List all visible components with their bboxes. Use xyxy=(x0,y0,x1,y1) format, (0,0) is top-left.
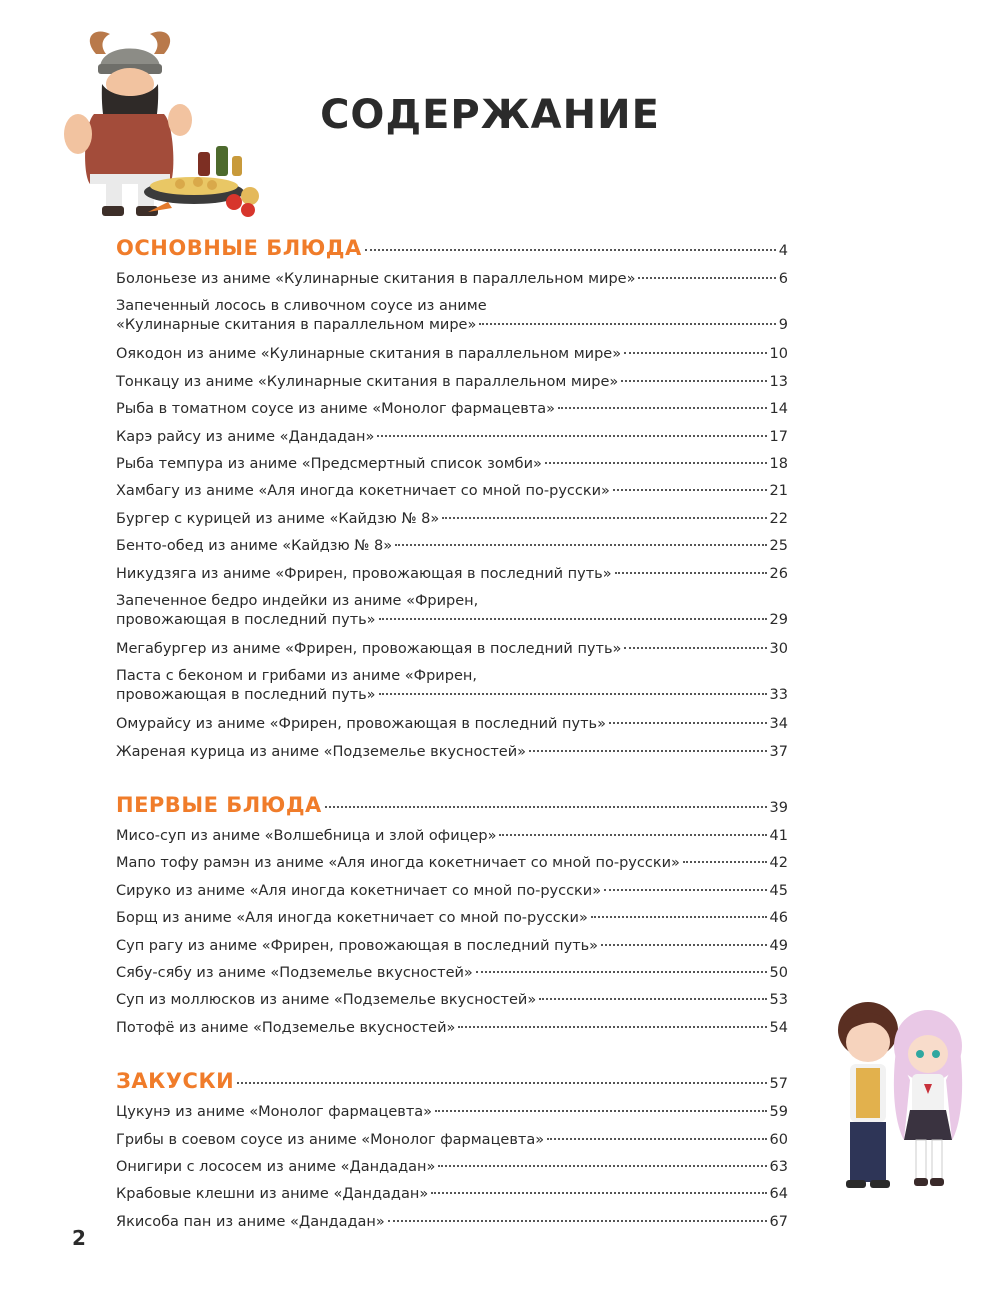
dot-leader xyxy=(379,618,767,620)
entry-title-line: Бургер с курицей из аниме «Кайдзю № 8» xyxy=(116,510,440,527)
toc-entry xyxy=(116,373,788,400)
toc-section-heading xyxy=(116,1069,788,1103)
entry-page-number: 67 xyxy=(769,1213,788,1230)
dot-leader xyxy=(624,647,766,649)
dot-leader xyxy=(624,352,766,354)
entry-title-line: Суп рагу из аниме «Фрирен, провожающая в последний путь» xyxy=(116,937,599,954)
entry-text xyxy=(116,1103,788,1122)
entry-page-number: 22 xyxy=(769,510,788,527)
toc-entry xyxy=(116,964,788,991)
entry-last-line xyxy=(116,937,788,956)
toc-entry xyxy=(116,743,788,770)
dot-leader xyxy=(683,861,767,863)
toc-entry xyxy=(116,991,788,1018)
entry-last-line xyxy=(116,1185,788,1204)
entry-text xyxy=(116,270,788,289)
entry-page-number: 45 xyxy=(769,882,788,899)
entry-title-line: Мисо-суп из аниме «Волшебница и злой офицер» xyxy=(116,828,497,845)
entry-title-line: Мегабургер из аниме «Фрирен, провожающая в последний путь» xyxy=(116,640,622,657)
dot-leader xyxy=(529,750,767,752)
entry-last-line xyxy=(116,373,788,392)
entry-title-line: Борщ из аниме «Аля иногда кокетничает со мной по-русски» xyxy=(116,910,588,927)
entry-page-number: 14 xyxy=(769,401,788,418)
dot-leader xyxy=(388,1220,767,1222)
entry-text xyxy=(116,1185,788,1204)
toc-entry xyxy=(116,1019,788,1046)
entry-text xyxy=(116,640,788,659)
entry-last-line xyxy=(116,270,788,289)
toc-entry xyxy=(116,537,788,564)
toc-entry xyxy=(116,1103,788,1130)
entry-page-number: 10 xyxy=(769,346,788,363)
toc-entry xyxy=(116,937,788,964)
entry-text xyxy=(116,1158,788,1177)
entry-text xyxy=(116,667,788,705)
entry-last-line xyxy=(116,1103,788,1122)
section-page-number: 57 xyxy=(769,1076,788,1093)
dot-leader xyxy=(379,693,767,695)
toc-entry xyxy=(116,909,788,936)
dot-leader xyxy=(395,544,766,546)
entry-last-line xyxy=(116,482,788,501)
toc-entry xyxy=(116,1158,788,1185)
entry-title-line: Карэ райсу из аниме «Дандадан» xyxy=(116,428,375,445)
section-title: ОСНОВНЫЕ БЛЮДА xyxy=(116,236,362,260)
entry-page-number: 9 xyxy=(778,317,788,334)
toc-entry xyxy=(116,1213,788,1240)
toc-section-heading xyxy=(116,793,788,827)
entry-page-number: 33 xyxy=(769,687,788,704)
entry-page-number: 60 xyxy=(769,1131,788,1148)
entry-title-line: провожающая в последний путь» xyxy=(116,687,376,704)
table-of-contents xyxy=(116,236,788,1240)
entry-last-line xyxy=(116,316,788,335)
entry-text xyxy=(116,1213,788,1232)
section-title: ЗАКУСКИ xyxy=(116,1069,235,1094)
dot-leader xyxy=(499,834,766,836)
entry-page-number: 21 xyxy=(769,483,788,500)
section-page-number: 39 xyxy=(769,800,788,817)
entry-title-line: Омурайсу из аниме «Фрирен, провожающая в последний путь» xyxy=(116,716,606,733)
toc-entry xyxy=(116,400,788,427)
toc-section-heading xyxy=(116,236,788,270)
dot-leader xyxy=(613,489,767,491)
entry-page-number: 53 xyxy=(769,992,788,1009)
toc-entry xyxy=(116,565,788,592)
entry-last-line xyxy=(116,882,788,901)
entry-page-number: 26 xyxy=(769,565,788,582)
entry-text xyxy=(116,1131,788,1150)
entry-title-line: Крабовые клешни из аниме «Дандадан» xyxy=(116,1186,429,1203)
entry-title-line: Тонкацу из аниме «Кулинарные скитания в параллельном мире» xyxy=(116,373,619,390)
toc-entry xyxy=(116,882,788,909)
entry-last-line xyxy=(116,686,788,705)
entry-text xyxy=(116,345,788,364)
entry-text xyxy=(116,482,788,501)
entry-text xyxy=(116,909,788,928)
entry-last-line xyxy=(116,827,788,846)
entry-last-line xyxy=(116,854,788,873)
entry-last-line xyxy=(116,743,788,762)
toc-entry xyxy=(116,482,788,509)
entry-last-line xyxy=(116,400,788,419)
toc-entry xyxy=(116,1131,788,1158)
entry-title-line: Сябу-сябу из аниме «Подземелье вкусностей» xyxy=(116,965,473,982)
entry-text xyxy=(116,537,788,556)
entry-last-line xyxy=(116,991,788,1010)
entry-last-line xyxy=(116,1131,788,1150)
entry-title-line: Грибы в соевом соусе из аниме «Монолог фармацевта» xyxy=(116,1131,545,1148)
entry-title-line: Суп из моллюсков из аниме «Подземелье вкусностей» xyxy=(116,992,537,1009)
entry-page-number: 42 xyxy=(769,855,788,872)
dot-leader xyxy=(547,1138,766,1140)
dot-leader xyxy=(558,407,767,409)
entry-text xyxy=(116,743,788,762)
toc-entry xyxy=(116,455,788,482)
entry-title-line: Якисоба пан из аниме «Дандадан» xyxy=(116,1213,385,1230)
entry-title-line: Болоньезе из аниме «Кулинарные скитания в параллельном мире» xyxy=(116,271,636,287)
entry-page-number: 63 xyxy=(769,1158,788,1175)
toc-entry xyxy=(116,510,788,537)
entry-text xyxy=(116,991,788,1010)
entry-text xyxy=(116,937,788,956)
entry-last-line xyxy=(116,1213,788,1232)
entry-page-number: 25 xyxy=(769,538,788,555)
toc-entry xyxy=(116,1185,788,1212)
entry-text xyxy=(116,827,788,846)
dot-leader xyxy=(609,722,767,724)
page-title: СОДЕРЖАНИЕ xyxy=(320,92,660,138)
entry-text xyxy=(116,882,788,901)
entry-text xyxy=(116,854,788,873)
entry-page-number: 46 xyxy=(769,910,788,927)
entry-text xyxy=(116,964,788,983)
entry-title-line: Хамбагу из аниме «Аля иногда кокетничает со мной по-русски» xyxy=(116,483,610,500)
dot-leader xyxy=(442,517,766,519)
entry-page-number: 41 xyxy=(769,828,788,845)
toc-entry xyxy=(116,827,788,854)
entry-title-line: Рыба темпура из аниме «Предсмертный список зомби» xyxy=(116,455,542,472)
entry-page-number: 17 xyxy=(769,428,788,445)
entry-text xyxy=(116,428,788,447)
entry-title-line: Жареная курица из аниме «Подземелье вкусностей» xyxy=(116,743,527,760)
section-page-number: 4 xyxy=(778,243,788,259)
entry-last-line xyxy=(116,537,788,556)
entry-page-number: 30 xyxy=(769,640,788,657)
entry-last-line xyxy=(116,964,788,983)
entry-last-line xyxy=(116,715,788,734)
dot-leader xyxy=(621,380,766,382)
entry-last-line xyxy=(116,640,788,659)
entry-title-line: Запеченный лосось в сливочном соусе из аниме xyxy=(116,298,487,315)
entry-page-number: 54 xyxy=(769,1019,788,1036)
page-number: 2 xyxy=(72,1226,86,1250)
entry-last-line xyxy=(116,909,788,928)
entry-title-line: Рыба в томатном соусе из аниме «Монолог фармацевта» xyxy=(116,401,556,418)
entry-title-line: Сируко из аниме «Аля иногда кокетничает со мной по-русски» xyxy=(116,882,602,899)
dot-leader xyxy=(479,323,775,325)
toc-entry xyxy=(116,667,788,715)
dot-leader xyxy=(604,889,766,891)
dot-leader xyxy=(237,1082,766,1084)
entry-last-line xyxy=(116,611,788,630)
dot-leader xyxy=(545,462,767,464)
entry-last-line xyxy=(116,345,788,364)
entry-page-number: 18 xyxy=(769,455,788,472)
entry-title-line: Паста с беконом и грибами из аниме «Фрирен, xyxy=(116,668,477,685)
toc-entry xyxy=(116,428,788,455)
entry-title-line: «Кулинарные скитания в параллельном мире» xyxy=(116,317,477,334)
entry-text xyxy=(116,1019,788,1038)
entry-title-line: Никудзяга из аниме «Фрирен, провожающая в последний путь» xyxy=(116,565,612,582)
entry-text xyxy=(116,455,788,474)
entry-page-number: 37 xyxy=(769,743,788,760)
entry-page-number: 64 xyxy=(769,1186,788,1203)
entry-page-number: 34 xyxy=(769,716,788,733)
entry-title-line: Онигири с лососем из аниме «Дандадан» xyxy=(116,1158,436,1175)
entry-text xyxy=(116,297,788,335)
dot-leader xyxy=(438,1165,766,1167)
toc-entry xyxy=(116,715,788,742)
entry-page-number: 50 xyxy=(769,965,788,982)
dot-leader xyxy=(638,277,775,279)
entry-title-line: провожающая в последний путь» xyxy=(116,611,376,628)
entry-page-number: 29 xyxy=(769,611,788,628)
entry-title-line: Оякодон из аниме «Кулинарные скитания в параллельном мире» xyxy=(116,346,622,363)
dot-leader xyxy=(325,806,767,808)
entry-last-line xyxy=(116,1019,788,1038)
dot-leader xyxy=(601,944,766,946)
entry-page-number: 49 xyxy=(769,937,788,954)
dot-leader xyxy=(615,572,767,574)
entry-page-number: 13 xyxy=(769,373,788,390)
toc-entry xyxy=(116,297,788,345)
entry-title-line: Потофё из аниме «Подземелье вкусностей» xyxy=(116,1019,456,1036)
entry-title-line: Цукунэ из аниме «Монолог фармацевта» xyxy=(116,1104,433,1121)
entry-text xyxy=(116,400,788,419)
entry-title-line: Мапо тофу рамэн из аниме «Аля иногда кокетничает со мной по-русски» xyxy=(116,855,680,872)
entry-text xyxy=(116,510,788,529)
dot-leader xyxy=(476,971,767,973)
entry-text xyxy=(116,592,788,630)
toc-entry xyxy=(116,270,788,297)
entry-text xyxy=(116,565,788,584)
entry-text xyxy=(116,373,788,392)
toc-entry xyxy=(116,640,788,667)
entry-last-line xyxy=(116,1158,788,1177)
dot-leader xyxy=(591,916,767,918)
dot-leader xyxy=(365,249,776,251)
anime-characters-illustration xyxy=(820,990,970,1200)
entry-page-number: 6 xyxy=(778,271,788,287)
dot-leader xyxy=(435,1110,766,1112)
entry-title-line: Бенто-обед из аниме «Кайдзю № 8» xyxy=(116,538,393,555)
entry-title-line: Запеченное бедро индейки из аниме «Фрирен, xyxy=(116,592,479,609)
section-title: ПЕРВЫЕ БЛЮДА xyxy=(116,793,322,818)
toc-entry xyxy=(116,345,788,372)
dot-leader xyxy=(377,435,766,437)
dot-leader xyxy=(458,1026,766,1028)
entry-last-line xyxy=(116,565,788,584)
entry-last-line xyxy=(116,455,788,474)
entry-text xyxy=(116,715,788,734)
entry-page-number: 59 xyxy=(769,1104,788,1121)
entry-last-line xyxy=(116,428,788,447)
dot-leader xyxy=(539,998,766,1000)
toc-entry xyxy=(116,854,788,881)
toc-entry xyxy=(116,592,788,640)
dot-leader xyxy=(431,1192,766,1194)
entry-last-line xyxy=(116,510,788,529)
